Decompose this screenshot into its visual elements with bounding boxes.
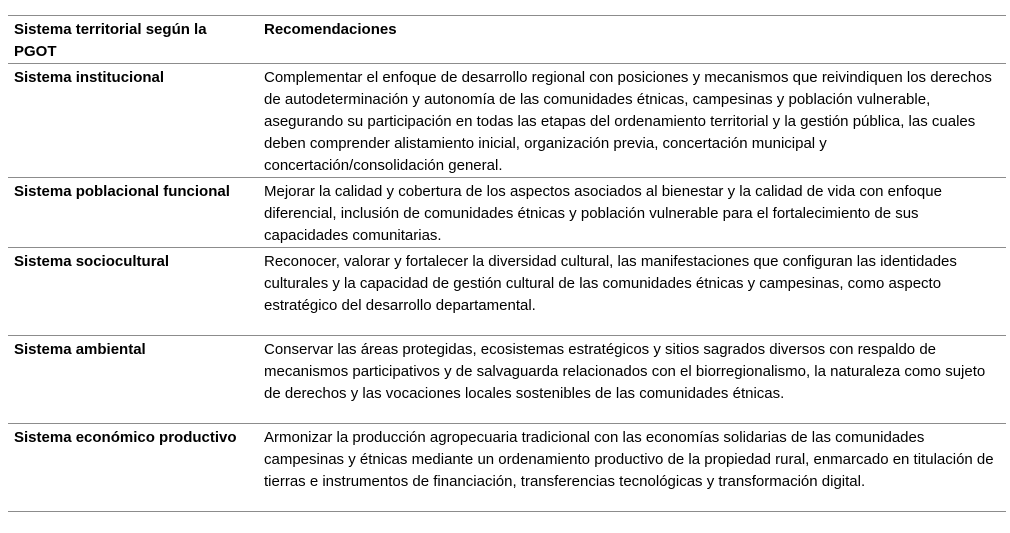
header-system: Sistema territorial según la PGOT: [8, 16, 258, 64]
table-row: [8, 248, 1006, 336]
table-row: [8, 424, 1006, 512]
recommendation-cell: Conservar las áreas protegidas, ecosistemas estratégicos y sitios sagrados diversos con respaldo de mecanismos participativos y de salvaguarda relacionados con el biorregionalismo, la naturaleza como sujeto de derechos y las vocaciones locales sostenibles de las comunidades étnicas.: [258, 336, 1006, 424]
table-row: [8, 336, 1006, 424]
table-header: [8, 16, 1006, 64]
system-cell: Sistema institucional: [8, 64, 258, 178]
recommendation-cell: Complementar el enfoque de desarrollo regional con posiciones y mecanismos que reivindiquen los derechos de autodeterminación y autonomía de las comunidades étnicas, campesinas y población vulnerable, asegurando su participación en todas las etapas del ordenamiento territorial y la gestión pública, las cuales deben comprender alistamiento inicial, organización previa, concertación municipal y concertación/consolidación general.: [258, 64, 1006, 178]
table-row: [8, 178, 1006, 248]
header-recommendations: Recomendaciones: [258, 16, 1006, 64]
system-cell: Sistema poblacional funcional: [8, 178, 258, 248]
recommendations-table: [8, 15, 1006, 512]
table-row: [8, 64, 1006, 178]
system-cell: Sistema sociocultural: [8, 248, 258, 336]
recommendation-cell: Mejorar la calidad y cobertura de los aspectos asociados al bienestar y la calidad de vida con enfoque diferencial, inclusión de comunidades étnicas y población vulnerable para el fortalecimiento de sus capacidades comunitarias.: [258, 178, 1006, 248]
system-cell: Sistema económico productivo: [8, 424, 258, 512]
table-body: [8, 64, 1006, 512]
system-cell: Sistema ambiental: [8, 336, 258, 424]
recommendation-cell: Armonizar la producción agropecuaria tradicional con las economías solidarias de las comunidades campesinas y étnicas mediante un ordenamiento productivo de la propiedad rural, enmarcado en titulación de tierras e instrumentos de financiación, transferencias tecnológicas y transformación digital.: [258, 424, 1006, 512]
header-row: [8, 16, 1006, 64]
recommendation-cell: Reconocer, valorar y fortalecer la diversidad cultural, las manifestaciones que configuran las identidades culturales y la capacidad de gestión cultural de las comunidades étnicas y campesinas, como aspecto estratégico del desarrollo departamental.: [258, 248, 1006, 336]
